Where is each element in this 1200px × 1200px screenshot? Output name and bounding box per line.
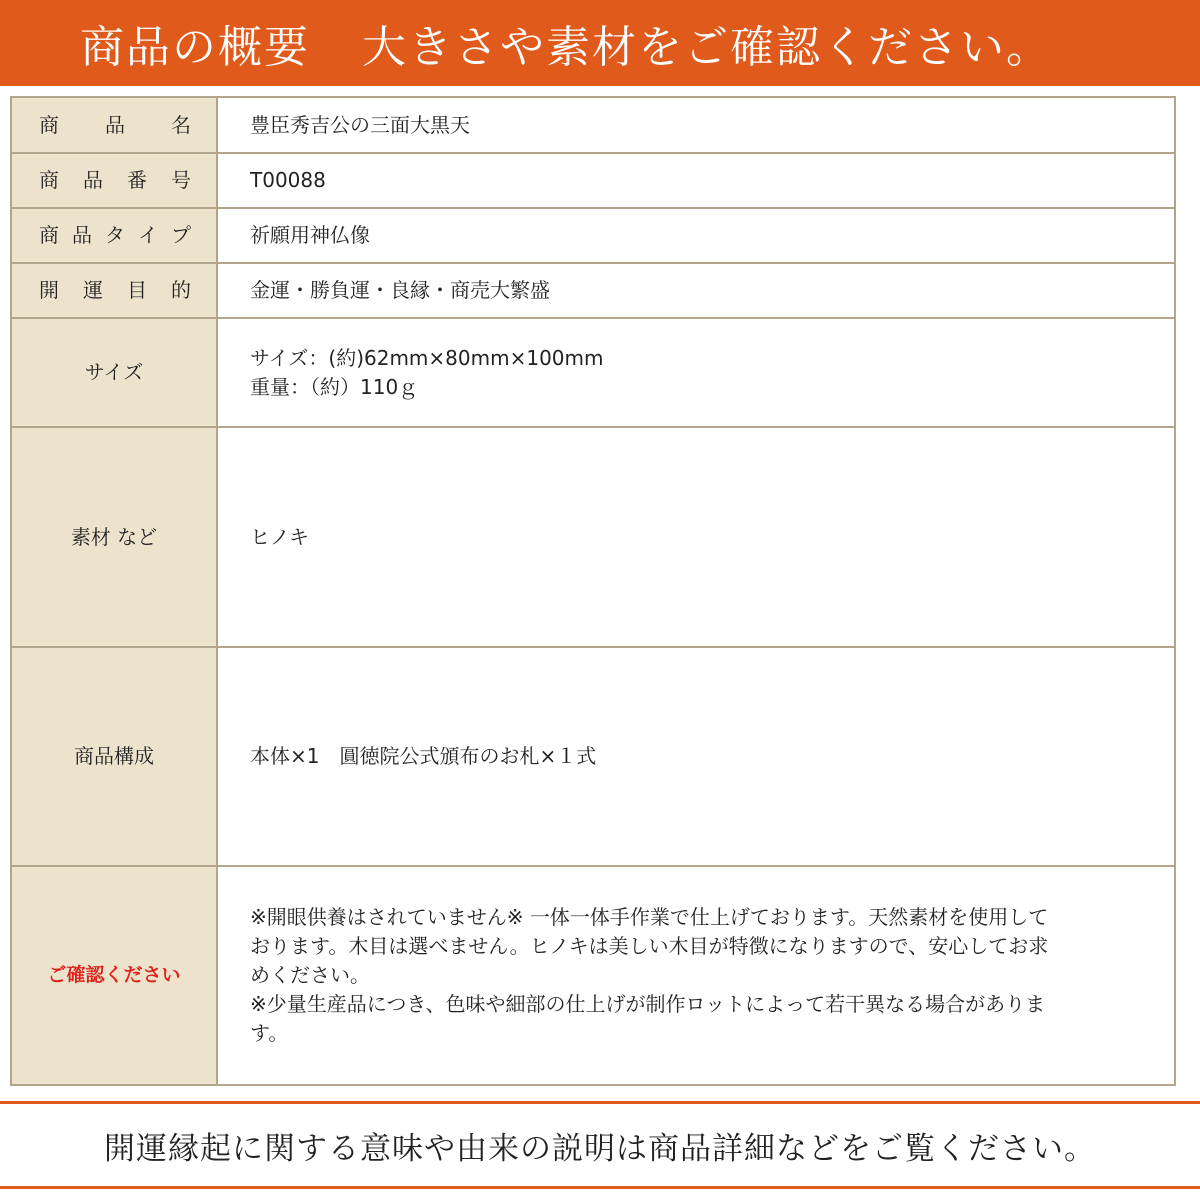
- table-row: [11, 427, 1175, 647]
- footer-divider-bottom: [0, 1186, 1200, 1189]
- weight-line: 重量：（約）110ｇ: [250, 374, 419, 399]
- table-row: [11, 318, 1175, 427]
- header-title: 商品の概要: [80, 22, 310, 73]
- row-label: 開 運 目 的: [11, 263, 217, 318]
- table-row: [11, 866, 1175, 1085]
- size-line: サイズ：(約)62mm×80mm×100mm: [250, 345, 604, 370]
- row-label-warning: ご確認ください: [11, 866, 217, 1085]
- header-subtitle: 大きさや素材をご確認ください。: [362, 22, 1052, 73]
- header-banner: [0, 0, 1200, 86]
- fortune-purpose-value: 金運・勝負運・良縁・商売大繁盛: [217, 263, 1175, 318]
- notes-value: [217, 866, 1175, 1085]
- row-label: 商 品 番 号: [11, 153, 217, 208]
- row-label: 商 品 タ イ プ: [11, 208, 217, 263]
- note-line: ※開眼供養はされていません※ 一体一体手作業で仕上げております。天然素材を使用して: [250, 905, 1049, 929]
- table-row: [11, 97, 1175, 153]
- table-row: [11, 263, 1175, 318]
- note-line: す。: [250, 1021, 289, 1045]
- footer-note: 開運縁起に関する意味や由来の説明は商品詳細などをご覧ください。: [104, 1130, 1096, 1167]
- row-label: 商品構成: [11, 647, 217, 866]
- table-row: [11, 208, 1175, 263]
- material-value: ヒノキ: [217, 427, 1175, 647]
- product-number-value: T00088: [217, 153, 1175, 208]
- product-name-value: 豊臣秀吉公の三面大黒天: [217, 97, 1175, 153]
- contents-value: 本体×1 圓徳院公式頒布のお札×１式: [217, 647, 1175, 866]
- size-value: [217, 318, 1175, 427]
- product-spec-table: [10, 96, 1176, 1086]
- product-type-value: 祈願用神仏像: [217, 208, 1175, 263]
- table-row: [11, 153, 1175, 208]
- note-line: めください。: [250, 963, 370, 987]
- table-row: [11, 647, 1175, 866]
- note-line: ※少量生産品につき、色味や細部の仕上げが制作ロットによって若干異なる場合がありま: [250, 992, 1046, 1016]
- row-label: 商 品 名: [11, 97, 217, 153]
- row-label: サイズ: [11, 318, 217, 427]
- note-line: おります。木目は選べません。ヒノキは美しい木目が特徴になりますので、安心してお求: [250, 934, 1049, 958]
- row-label: 素材 など: [11, 427, 217, 647]
